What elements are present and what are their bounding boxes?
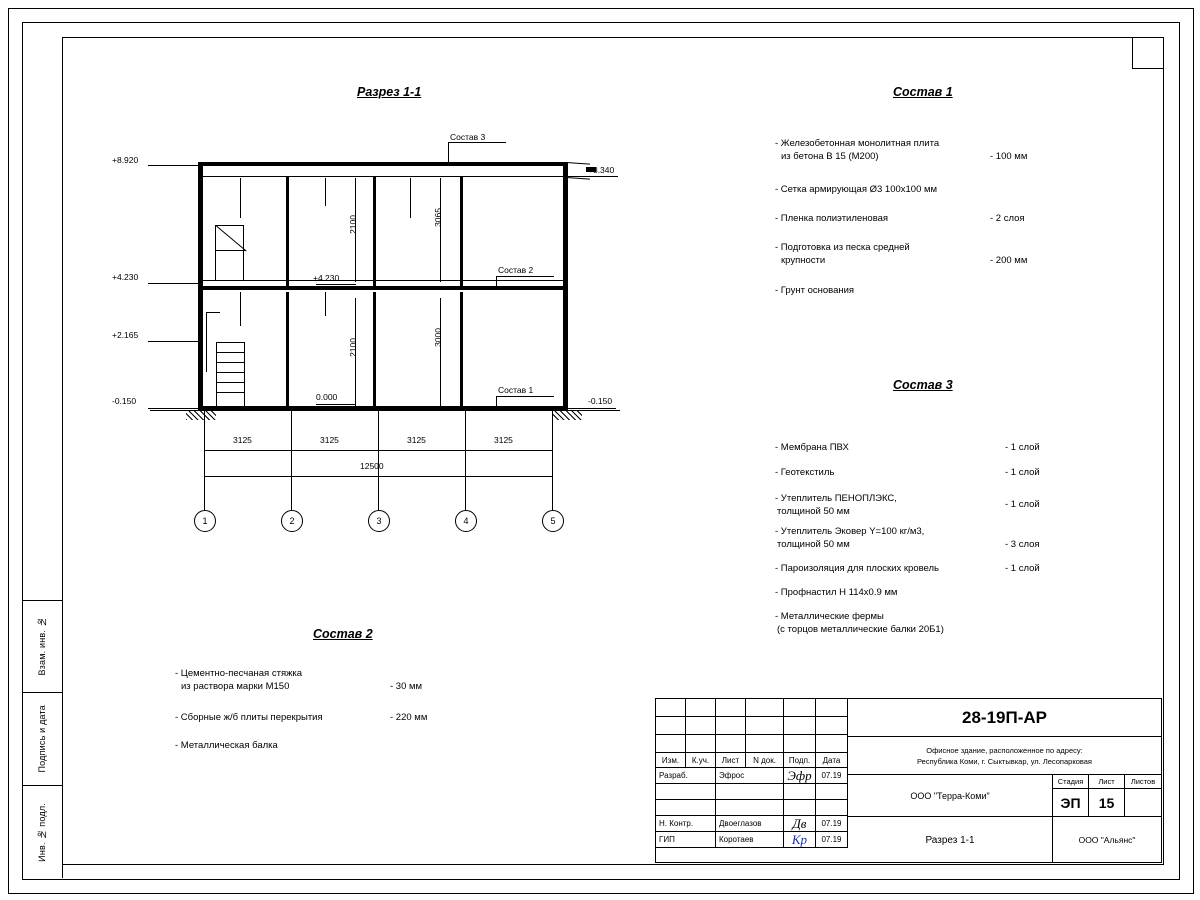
sostav1-item-text: - Железобетонная монолитная плита — [775, 138, 940, 149]
tb-name — [716, 800, 784, 816]
tb-signature: Эфр — [784, 768, 816, 784]
sostav1-item — [775, 284, 854, 297]
tb-blank — [816, 735, 848, 753]
tb-blank — [656, 735, 686, 753]
sostav1-item-value: - 200 мм — [990, 255, 1028, 266]
doc-number: 28-19П-АР — [848, 699, 1161, 737]
corner-cut-mark — [1132, 38, 1163, 69]
sostav2-item-text2: из раствора марки М150 — [181, 681, 290, 692]
tb-name: Коротаев — [716, 832, 784, 848]
dim-chain-line — [204, 450, 553, 451]
sostav1-item-text: - Грунт основания — [775, 285, 855, 296]
tb-blank — [746, 735, 784, 753]
tb-blank — [686, 699, 716, 717]
building-section-drawing — [112, 120, 660, 550]
lists-value — [1125, 789, 1161, 817]
stair-lower-wall — [244, 342, 245, 408]
stair-tread-5 — [216, 392, 244, 393]
sostav3-item — [775, 610, 944, 636]
sostav3-item — [775, 562, 1040, 575]
sheet-name: Разрез 1-1 — [848, 817, 1053, 863]
axis-ext-3 — [378, 410, 379, 510]
floor-slab-level2-top — [198, 280, 568, 281]
tb-col-header: Лист — [716, 753, 746, 768]
total-dim: 12500 — [360, 461, 384, 471]
stair-tread-1 — [216, 352, 244, 353]
column-axis-3-upper — [373, 176, 376, 286]
tb-col-header: N док. — [746, 753, 784, 768]
horizontal-dim: 3125 — [233, 435, 252, 445]
lists-header: Листов — [1125, 775, 1161, 789]
level-leader-2 — [148, 283, 198, 284]
vertical-dim: 2100 — [348, 338, 358, 357]
tb-blank — [784, 735, 816, 753]
column-axis-2-upper — [286, 176, 289, 286]
object-line-2: Республика Коми, г. Сыктывкар, ул. Лесопарковая — [917, 756, 1092, 766]
hanger-1 — [240, 178, 241, 218]
sostav1-item-value: - 2 слоя — [990, 213, 1025, 224]
sostav3-item-value: - 1 слой — [1005, 499, 1040, 510]
organization: ООО "Терра-Коми" — [848, 775, 1053, 817]
tb-col-header: Дата — [816, 753, 848, 768]
side-stamp-cell-0 — [22, 600, 62, 692]
sostav2-item-value: - 220 мм — [390, 712, 428, 723]
tb-blank — [784, 699, 816, 717]
object-line-1: Офисное здание, расположенное по адресу: — [926, 745, 1083, 755]
section-drawing-title: Разрез 1-1 — [357, 85, 422, 99]
level-mark: -0.150 — [588, 396, 613, 406]
sostav3-item-value: - 1 слой — [1005, 467, 1040, 478]
list-header: Лист — [1089, 775, 1125, 789]
axis-bubble: 2 — [281, 510, 303, 532]
level-mark-interior: +4.230 — [313, 273, 340, 283]
stair-flight-upper — [215, 225, 246, 251]
stair-lower-landing — [216, 342, 244, 343]
level-leader-4 — [148, 408, 198, 409]
list-value: 15 — [1089, 789, 1125, 817]
stair-partition-top — [206, 312, 220, 313]
tb-col-header: Подп. — [784, 753, 816, 768]
stage-value: ЭП — [1053, 789, 1089, 817]
dim-total-line — [204, 476, 553, 477]
sostav3-item-value: - 1 слой — [1005, 563, 1040, 574]
vdim-line-2 — [440, 178, 441, 282]
sostav3-item-value: - 3 слоя — [1005, 539, 1040, 550]
level-leader-3 — [148, 341, 198, 342]
callout-sostav1: Состав 1 — [498, 385, 534, 395]
title-block — [655, 698, 1162, 863]
sostav1-item-text: - Сетка армирующая Ø3 100х100 мм — [775, 184, 938, 195]
tb-blank — [746, 717, 784, 735]
column-axis-3-lower — [373, 292, 376, 410]
sostav1-item — [775, 137, 1028, 163]
level-mark: -0.150 — [112, 396, 137, 406]
tb-role — [656, 800, 716, 816]
sostav1-item-text: - Подготовка из песка средней — [775, 242, 910, 253]
tb-blank — [716, 699, 746, 717]
side-stamp-label: Инв. № подл. — [37, 802, 47, 862]
tb-blank — [656, 717, 686, 735]
axis-ext-2 — [291, 410, 292, 510]
sostav1-item — [775, 183, 937, 196]
sostav2-item-text: - Цементно-песчаная стяжка — [175, 668, 303, 679]
axis-ext-5 — [552, 410, 553, 510]
stair-upper-rail — [215, 225, 216, 281]
window-mark-left — [199, 200, 202, 201]
callout-sostav2: Состав 2 — [498, 265, 534, 275]
sostav3-item-text: - Утеплитель Эковер Y=100 кг/м3, — [775, 526, 925, 537]
sostav3-item-text2: (с торцов металлические балки 20Б1) — [777, 624, 944, 635]
axis-bubble: 5 — [542, 510, 564, 532]
sostav3-item-text: - Металлические фермы — [775, 611, 884, 622]
side-stamp-label: Подпись и дата — [37, 705, 47, 773]
level-mark: +8.920 — [112, 155, 139, 165]
sostav3-item — [775, 441, 1040, 454]
callout-sostav3: Состав 3 — [450, 132, 486, 142]
tb-name: Двоеглазов — [716, 816, 784, 832]
sostav3-title: Состав 3 — [893, 378, 953, 392]
tb-blank — [656, 699, 686, 717]
sostav3-item-text: - Мембрана ПВХ — [775, 442, 849, 453]
sostav3-item-text: - Пароизоляция для плоских кровель — [775, 563, 940, 574]
sostav1-item — [775, 212, 1025, 225]
tb-blank — [816, 699, 848, 717]
column-axis-4-lower — [460, 292, 463, 410]
stair-partition — [206, 312, 207, 372]
hanger-2 — [410, 178, 411, 218]
roof-slab — [198, 162, 566, 166]
sostav1-item-text2: крупности — [781, 255, 826, 266]
level-leader-1 — [148, 165, 198, 166]
sostav3-item-value: - 1 слой — [1005, 442, 1040, 453]
tb-signature — [784, 800, 816, 816]
horizontal-dim: 3125 — [407, 435, 426, 445]
callout-sostav2-line — [496, 276, 554, 277]
level-mark: +4.230 — [112, 272, 139, 282]
sostav3-item — [775, 525, 1040, 551]
tb-blank — [716, 735, 746, 753]
sostav3-item-text: - Утеплитель ПЕНОПЛЭКС, — [775, 493, 897, 504]
tb-date: 07.19 — [816, 832, 848, 848]
stair-upper-wall — [243, 225, 244, 281]
sostav2-item — [175, 667, 423, 693]
callout-sostav1-line — [496, 396, 554, 397]
horizontal-dim: 3125 — [320, 435, 339, 445]
level-mark-zero: 0.000 — [316, 392, 338, 402]
tb-col-header: К.уч. — [686, 753, 716, 768]
tb-signature: Дв — [784, 816, 816, 832]
object-description — [848, 737, 1161, 775]
sostav2-title: Состав 2 — [313, 627, 373, 641]
callout-sostav2-leader — [496, 276, 497, 288]
side-stamp-column — [22, 600, 63, 878]
sostav2-item-text: - Сборные ж/б плиты перекрытия — [175, 712, 323, 723]
contractor: ООО "Альянс" — [1078, 835, 1136, 845]
foundation-hatch-right — [552, 411, 582, 420]
callout-sostav1-leader — [496, 396, 497, 408]
axis-ext-1 — [204, 410, 205, 510]
tb-date: 07.19 — [816, 816, 848, 832]
column-axis-4-upper — [460, 176, 463, 286]
truss-bottom-chord — [203, 176, 563, 177]
sostav3-item — [775, 586, 897, 599]
tb-blank — [686, 735, 716, 753]
sostav3-item-text2: толщиной 50 мм — [777, 539, 850, 550]
tb-name — [716, 784, 784, 800]
tb-role — [656, 784, 716, 800]
level-leader-6 — [568, 408, 616, 409]
sostav2-item — [175, 739, 278, 752]
sostav2-item-value: - 30 мм — [390, 681, 423, 692]
floor-slab-level2 — [198, 286, 568, 290]
tb-signature: Кр — [784, 832, 816, 848]
vertical-dim: 3065 — [433, 208, 443, 227]
level-leader-interior-2 — [316, 404, 356, 405]
roof-slope-edge2 — [566, 177, 590, 180]
side-stamp-label: Взам. инв. № — [37, 617, 47, 676]
foundation-hatch-left — [186, 411, 216, 420]
level-leader-interior-1 — [316, 284, 356, 285]
sostav2-item-text: - Металлическая балка — [175, 740, 278, 751]
sostav2-item — [175, 711, 428, 724]
sostav1-item — [775, 241, 1028, 267]
tb-blank — [816, 717, 848, 735]
sostav3-item-text2: толщиной 50 мм — [777, 506, 850, 517]
tb-date — [816, 784, 848, 800]
callout-sostav3-line — [448, 142, 506, 143]
level-mark: +8.340 — [588, 165, 615, 175]
tb-blank — [716, 717, 746, 735]
tb-blank — [746, 699, 784, 717]
column-axis-2-lower — [286, 292, 289, 410]
sostav1-item-text2: из бетона В 15 (М200) — [781, 151, 879, 162]
vertical-dim: 3000 — [433, 328, 443, 347]
stair-tread-3 — [216, 372, 244, 373]
tb-date: 07.19 — [816, 768, 848, 784]
tb-blank — [784, 717, 816, 735]
tb-blank — [686, 717, 716, 735]
ground-line — [150, 410, 620, 411]
sostav1-title: Состав 1 — [893, 85, 953, 99]
tb-date — [816, 800, 848, 816]
roof-slope-edge — [566, 162, 590, 165]
axis-bubble: 3 — [368, 510, 390, 532]
stair-tread-4 — [216, 382, 244, 383]
tb-signature — [784, 784, 816, 800]
tb-col-header: Изм. — [656, 753, 686, 768]
stair-upper-mid — [215, 250, 245, 251]
vdim-line-4 — [440, 298, 441, 406]
side-stamp-cell-2 — [22, 785, 62, 878]
stair-upper-landing — [215, 225, 243, 226]
axis-bubble: 1 — [194, 510, 216, 532]
sostav3-item-text: - Геотекстиль — [775, 467, 835, 478]
level-mark: +2.165 — [112, 330, 139, 340]
tb-role: Разраб. — [656, 768, 716, 784]
tb-role: ГИП — [656, 832, 716, 848]
horizontal-dim: 3125 — [494, 435, 513, 445]
sostav1-item-text: - Пленка полиэтиленовая — [775, 213, 889, 224]
sostav3-item — [775, 492, 1040, 518]
sostav3-item-text: - Профнастил Н 114х0.9 мм — [775, 587, 898, 598]
stage-header: Стадия — [1053, 775, 1089, 789]
stair-tread-2 — [216, 362, 244, 363]
sostav3-item — [775, 466, 1040, 479]
vertical-dim: 2100 — [348, 215, 358, 234]
hanger-3 — [325, 178, 326, 206]
side-stamp-cell-1 — [22, 692, 62, 785]
sostav1-item-value: - 100 мм — [990, 151, 1028, 162]
axis-bubble: 4 — [455, 510, 477, 532]
level-leader-5 — [568, 176, 618, 177]
tb-name: Эфрос — [716, 768, 784, 784]
axis-ext-4 — [465, 410, 466, 510]
tb-role: Н. Контр. — [656, 816, 716, 832]
hanger-5 — [325, 292, 326, 316]
callout-sostav3-leader — [448, 142, 449, 164]
hanger-4 — [240, 292, 241, 326]
